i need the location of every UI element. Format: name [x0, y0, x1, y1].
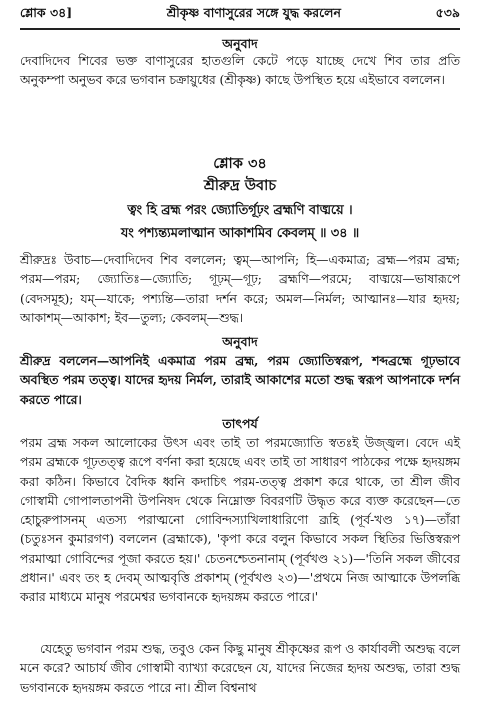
- chapter-title: শ্রীকৃষ্ণ বাণাসুরের সঙ্গে যুদ্ধ করলেন: [166, 5, 341, 20]
- verse-line-1: ত্বং হি ব্রহ্ম পরং জ্যোতির্গূঢ়ং ব্রহ্মণি বাঙ্ময়ে ।: [127, 203, 353, 218]
- verse-reference: শ্লোক ৩৪]: [20, 5, 73, 20]
- anubad-heading: অনুবাদ: [222, 36, 258, 51]
- anubad-text: দেবাদিদেব শিবের ভক্ত বাণাসুরের হাতগুলি কেটে পড়ে যাচ্ছে দেখে শিব তার প্রতি অনুকম্পা অনুভব করে ভগবান চক্রায়ুধের (শ্রীকৃষ্ণ) কাছে উপস্থিত হয়ে এইভাবে বললেন।: [20, 54, 460, 88]
- page-number: ৫৩৯: [435, 5, 460, 20]
- header-rule: [20, 28, 460, 30]
- tatparya-paragraph-1: পরম ব্রহ্ম সকল আলোকের উৎস এবং তাই তা পরমজ্যোতি স্বতঃই উজ্জ্বল। বেদে এই পরম ব্রহ্মকে গূঢ়তত্ত্ব রূপে বর্ণনা করা হয়েছে এবং তাই তা সাধারণ পাঠকের পক্ষে হৃদয়ঙ্গম করা কঠিন। কিভাবে বৈদিক ধ্বনি কদাচিৎ পরম-তত্ত্ব প্রকাশ করে থাকে, তা শ্রীল জীব গোস্বামী গোপালতাপনী উপনিষদ থেকে নিম্নোক্ত বিবরণটি উদ্ধৃত করে ব্যক্ত করেছেন—তে হোচুরুপাসনম্‌ এতস্য পরাত্মনো গোবিন্দস্যাখিলাধারিণো ব্রূহি (পূর্ব-খণ্ড ১৭)—তাঁরা (চতুঃসন কুমারগণ) বললেন (ব্রহ্মাকে), 'কৃপা করে বলুন কিভাবে সকল স্থিতির ভিত্তিস্বরূপ পরমাত্মা গোবিন্দের পূজা করতে হয়।' চেতনশ্চেতনানাম্‌ (পূর্বখণ্ড ২১)—'তিনি সকল জীবের প্রধান।' এবং তং হ দেবম্‌ আত্মবৃত্তি প্রকাশম্‌ (পূর্বখণ্ড ২৩)—'প্রথমে নিজ আত্মাকে উপলব্ধি করার মাধ্যমে মানুষ পরমেশ্বর ভগবানকে হৃদয়ঙ্গম করতে পারে।': [20, 436, 460, 605]
- running-header: [20, 4, 460, 26]
- anubad-text-2: শ্রীরুদ্র বললেন—আপনিই একমাত্র পরম ব্রহ্ম, পরম জ্যোতিস্বরূপ, শব্দব্রহ্মে গূঢ়ভাবে অবস্থিত পরম তত্ত্ব। যাদের হৃদয় নির্মল, তারাই আকাশের মতো শুদ্ধ স্বরূপ আপনাকে দর্শন করতে পারে।: [20, 353, 460, 407]
- tatparya-paragraph-2: যেহেতু ভগবান পরম শুদ্ধ, তবুও কেন কিছু মানুষ শ্রীকৃষ্ণের রূপ ও কার্যাবলী অশুদ্ধ বলে মনে করে? আচার্য জীব গোস্বামী ব্যাখ্যা করেছেন যে, যাদের নিজের হৃদয় অশুদ্ধ, তারা শুদ্ধ ভগবানকে হৃদয়ঙ্গম করতে পারে না। শ্রীল বিশ্বনাথ: [20, 642, 460, 695]
- verse-number: শ্লোক ৩৪: [213, 155, 267, 172]
- anubad-heading-2: অনুবাদ: [222, 334, 258, 349]
- verse-line-2: যং পশ্যন্ত্যমলাত্মান আকাশমিব কেবলম্‌ ॥ ৩৪ ॥: [120, 226, 360, 241]
- verse-speaker: শ্রীরুদ্র উবাচ: [203, 177, 277, 194]
- tatparya-heading: তাৎপর্য: [222, 416, 258, 431]
- synonyms: শ্রীরুদ্রঃ উবাচ—দেবাদিদেব শিব বললেন; ত্বম্‌—আপনি; হি—একমাত্র; ব্রহ্ম—পরম ব্রহ্ম; পরম—পরম; জ্যোতিঃ—জ্যোতি; গূঢ়ম্‌—গূঢ়; ব্রহ্মণি—পরমে; বাঙ্ময়ে—ভাষারূপে (বেদসমূহ); যম্‌—যাকে; পশ্যন্তি—তারা দর্শন করে; অমল—নির্মল; আত্মানঃ—যার হৃদয়; আকাশম্‌—আকাশ; ইব—তুল্য; কেবলম্‌—শুদ্ধ।: [20, 253, 460, 325]
